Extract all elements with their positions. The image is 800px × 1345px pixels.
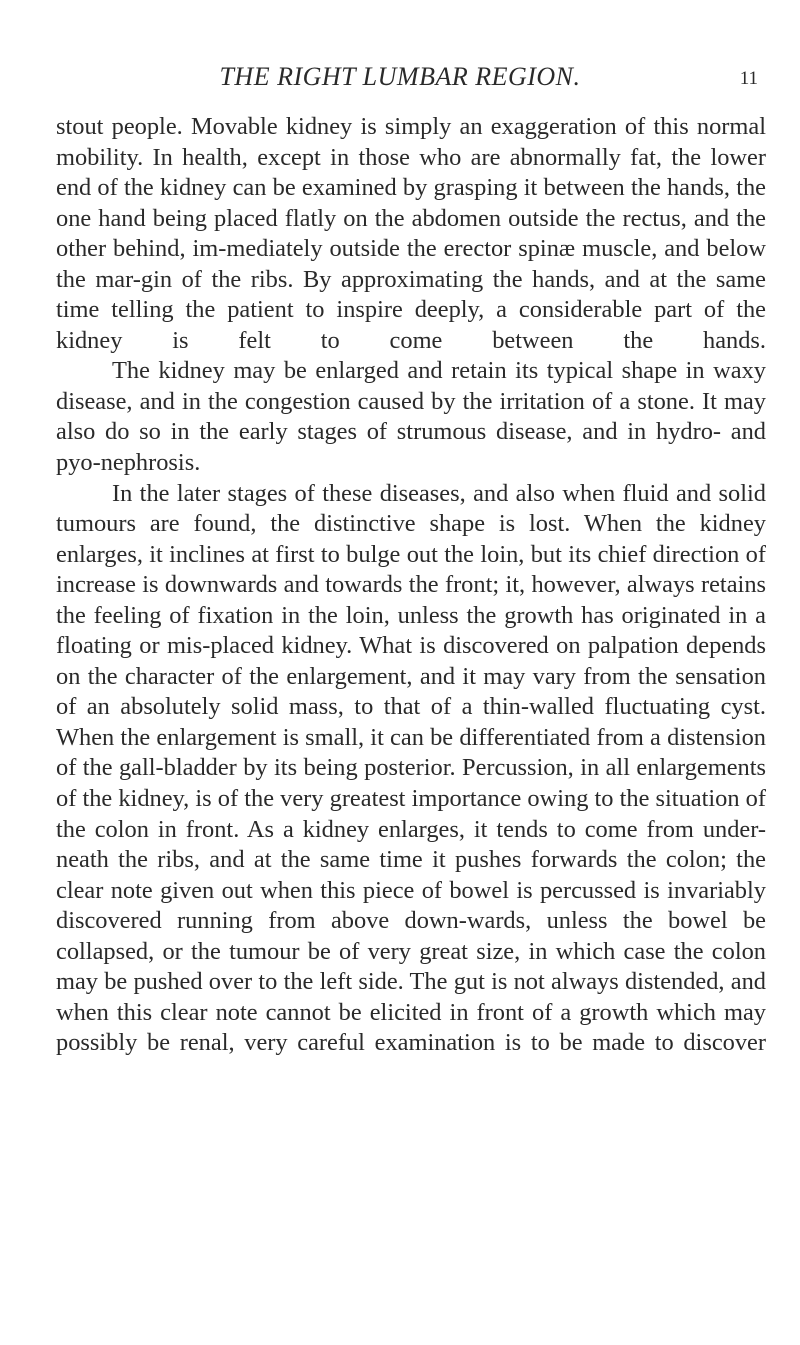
- running-head: [0, 62, 800, 102]
- text-line: wards, unless the bowel be collapsed, or the tumour be of very: [56, 907, 766, 965]
- paragraph-3: [56, 479, 766, 1059]
- text-line: and in hydro- and pyo-nephrosis.: [56, 418, 766, 477]
- text-line: side. The gut is not always distended, and when this clear note: [56, 968, 766, 1026]
- text-line: grasping it between the hands, the one hand being placed flatly: [56, 174, 766, 232]
- running-title: THE RIGHT LUMBAR REGION.: [219, 62, 581, 91]
- text-line: The kidney may be enlarged and retain its typical shape in: [112, 357, 705, 385]
- text-line: In the later stages of these diseases, and also when fluid: [112, 479, 669, 507]
- paragraph-2: [56, 356, 766, 478]
- text-line: this normal mobility. In health, except in those who are: [56, 113, 766, 171]
- text-line: stone. It may also do so in the early stages of strumous disease,: [56, 387, 766, 446]
- body-text: [56, 112, 766, 1059]
- text-line: colon; the clear note given out when this piece of bowel is: [56, 846, 766, 904]
- text-line: When the kidney enlarges, it inclines at first to bulge out the: [56, 510, 766, 568]
- text-line: gin of the ribs. By approximating the hands, and at the same: [140, 265, 766, 293]
- paragraph-1: [56, 112, 766, 356]
- text-line: sensation of an absolutely solid mass, to that of a thin-walled: [56, 662, 766, 721]
- text-line: the kidney is felt to come between the hands.: [56, 296, 766, 354]
- text-line: on the abdomen outside the rectus, and the other behind, im-: [56, 204, 766, 263]
- text-line: differentiated from a distension of the gall-bladder by its being: [56, 723, 766, 782]
- text-line: cannot be elicited in front of a growth which may possibly be: [56, 998, 766, 1057]
- text-line: the very greatest importance owing to the situation of the colon: [56, 785, 766, 843]
- text-line: the character of the enlargement, and it may vary from the: [87, 662, 668, 690]
- text-line: neath the ribs, and at the same time it pushes forwards the: [56, 846, 657, 874]
- page-number: 11: [739, 68, 758, 89]
- text-line: and solid tumours are found, the distinctive shape is lost.: [56, 479, 766, 538]
- text-line: time telling the patient to inspire deeply, a considerable part of: [56, 296, 725, 324]
- text-line: in front. As a kidney enlarges, it tends to come from under-: [157, 815, 766, 843]
- text-line: great size, in which case the colon may be pushed over to the left: [56, 937, 766, 996]
- text-line: renal, very careful examination is to be made to discover: [179, 1029, 766, 1057]
- text-line: the front; it, however, always retains the feeling of fixation in: [56, 571, 767, 629]
- text-line: waxy disease, and in the congestion caused by the irritation of a: [56, 357, 766, 415]
- text-line: placed kidney. What is discovered on palpation depends on: [56, 632, 766, 690]
- text-line: the loin, unless the growth has originated in a floating or mis-: [56, 601, 766, 660]
- text-line: loin, but its chief direction of increase is downwards and towards: [56, 540, 766, 599]
- text-line: percussed is invariably discovered running from above down-: [56, 876, 766, 935]
- text-line: fluctuating cyst. When the enlargement is small, it can be: [56, 693, 766, 751]
- text-line: mediately outside the erector spinæ muscle, and below the mar-: [56, 235, 766, 293]
- text-line: stout people. Movable kidney is simply an exaggeration of: [56, 113, 646, 140]
- text-line: abnormally fat, the lower end of the kidney can be examined by: [56, 143, 766, 202]
- text-line: posterior. Percussion, in all enlargements of the kidney, is of: [56, 754, 766, 813]
